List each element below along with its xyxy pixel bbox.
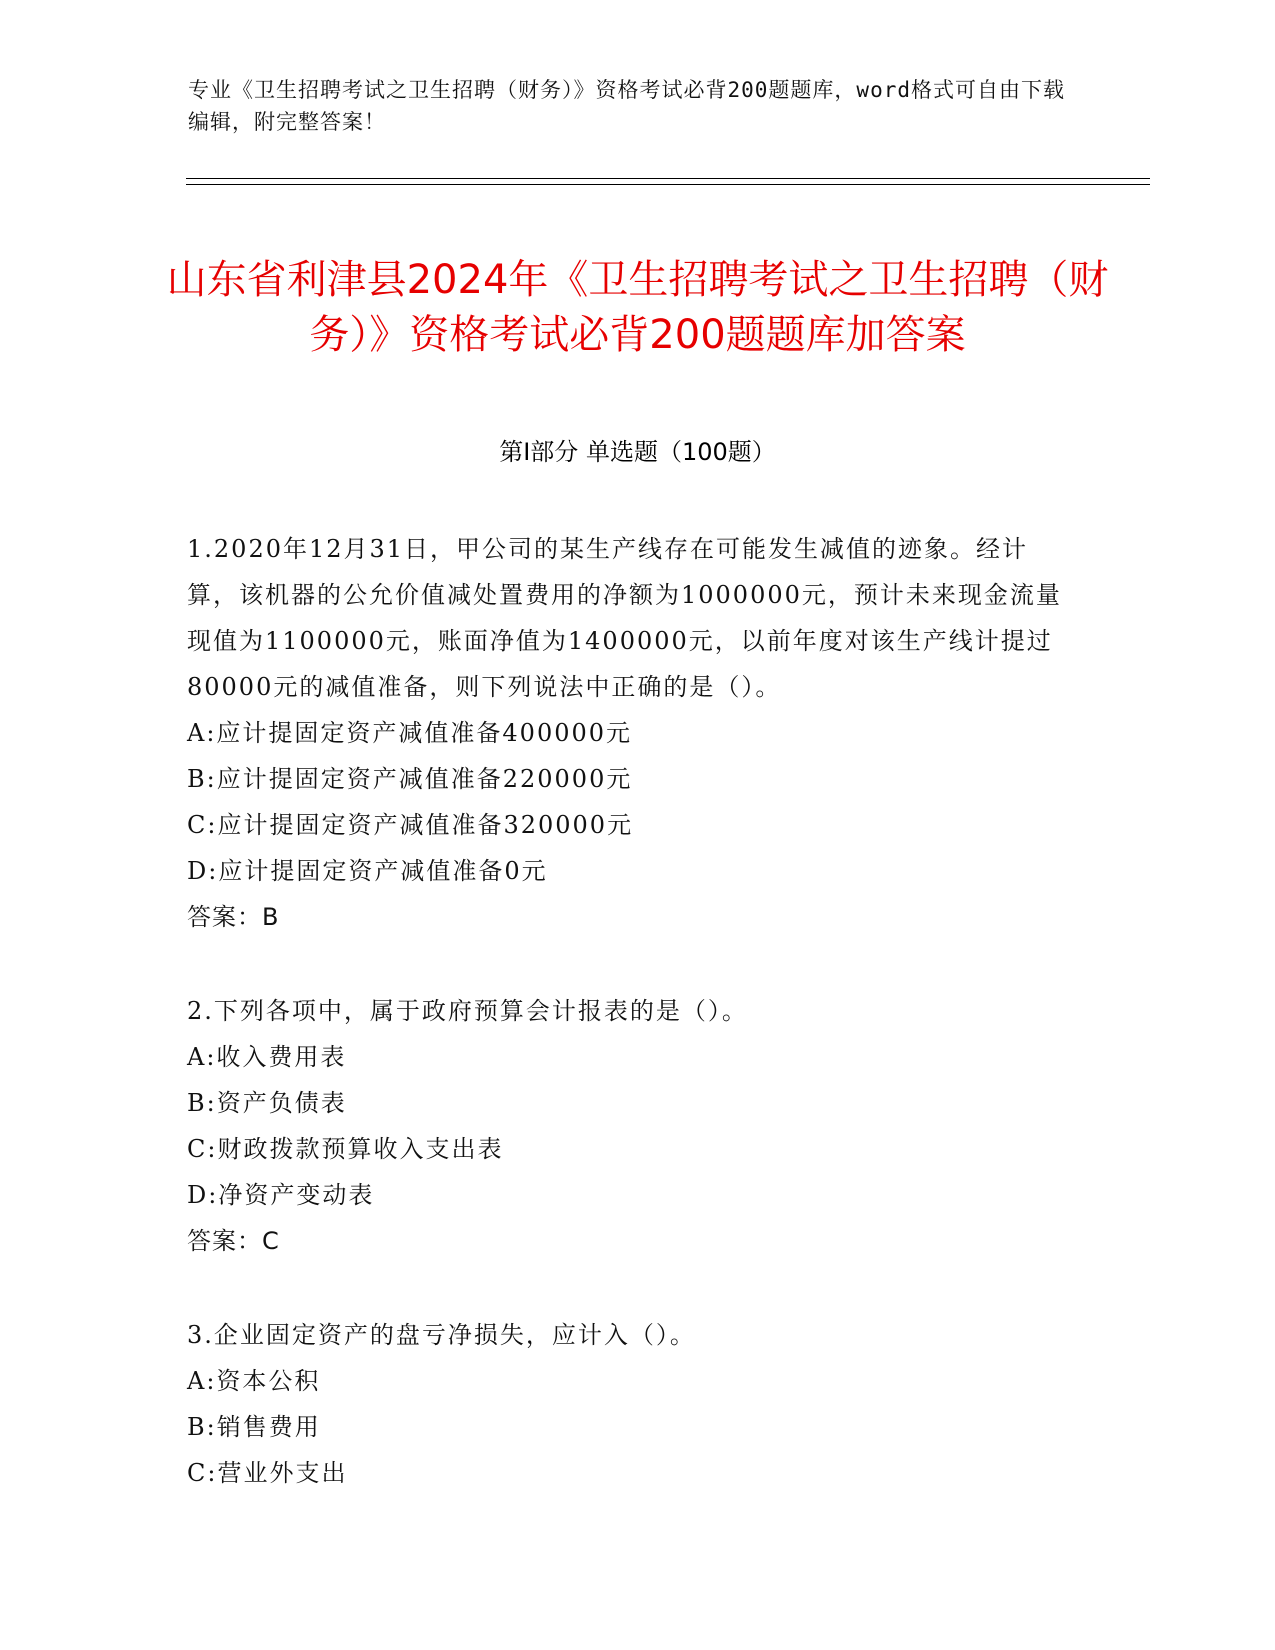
- option-c: C:营业外支出: [187, 1459, 348, 1487]
- option-b: B:销售费用: [187, 1413, 321, 1441]
- option-a: A:资本公积: [187, 1367, 321, 1395]
- header-note: 专业《卫生招聘考试之卫生招聘（财务）》资格考试必背200题题库，word格式可自由下载编辑，附完整答案！: [188, 78, 1065, 134]
- question-1: [187, 526, 1067, 940]
- question-3: [187, 1312, 1067, 1496]
- answer-label: 答案：C: [187, 1227, 280, 1255]
- question-stem: 2.下列各项中，属于政府预算会计报表的是（）。: [187, 997, 748, 1025]
- option-b: B:资产负债表: [187, 1089, 347, 1117]
- answer-label: 答案：B: [187, 903, 280, 931]
- question-stem: 1.2020年12月31日，甲公司的某生产线存在可能发生减值的迹象。经计算，该机器的公允价值减处置费用的净额为1000000元，预计未来现金流量现值为1100000元，账面净值为1400000元，以前年度对该生产线计提过80000元的减值准备，则下列说法中正确的是（）。: [187, 535, 1062, 701]
- header-rule-bottom: [186, 184, 1150, 185]
- option-d: D:应计提固定资产减值准备0元: [187, 857, 548, 885]
- header-rule-top: [186, 178, 1150, 179]
- option-a: A:应计提固定资产减值准备400000元: [187, 719, 633, 747]
- option-d: D:净资产变动表: [187, 1181, 375, 1209]
- option-b: B:应计提固定资产减值准备220000元: [187, 765, 633, 793]
- option-a: A:收入费用表: [187, 1043, 347, 1071]
- section-title: 第Ⅰ部分 单选题（100题）: [499, 438, 776, 466]
- question-list: [187, 526, 1067, 1544]
- question-2: [187, 988, 1067, 1264]
- option-c: C:应计提固定资产减值准备320000元: [187, 811, 634, 839]
- option-c: C:财政拨款预算收入支出表: [187, 1135, 504, 1163]
- question-stem: 3.企业固定资产的盘亏净损失，应计入（）。: [187, 1321, 696, 1349]
- document-title: 山东省利津县2024年《卫生招聘考试之卫生招聘（财务）》资格考试必背200题题库加答案: [166, 256, 1109, 358]
